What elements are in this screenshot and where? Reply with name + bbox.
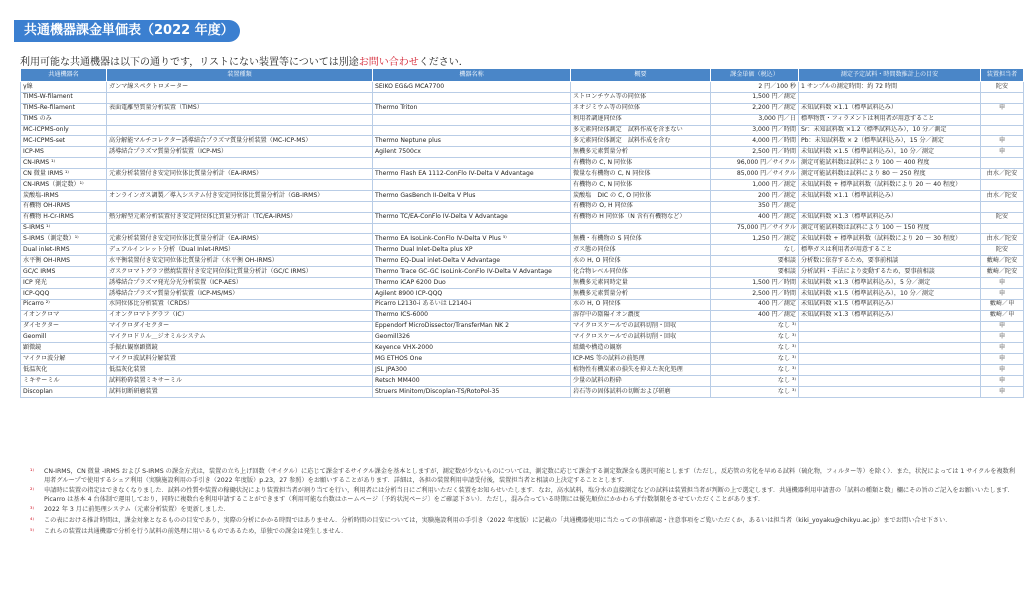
- column-header: 装置種類: [107, 69, 373, 82]
- table-cell: 4,000 円／時間: [711, 136, 799, 147]
- intro-suffix: ください．: [418, 57, 469, 68]
- table-cell: Keyence VHX-2000: [373, 343, 571, 354]
- table-cell: 350 円／測定: [711, 201, 799, 212]
- table-row: [21, 386, 1024, 397]
- column-header: 概要: [571, 69, 711, 82]
- table-cell: GC/C IRMS: [21, 267, 107, 278]
- table-cell: 1,000 円／測定: [711, 180, 799, 191]
- table-cell: [799, 365, 981, 376]
- table-cell: 組織や構造の観察: [571, 343, 711, 354]
- table-cell: 溶存中の陰陽イオン濃度: [571, 310, 711, 321]
- table-cell: 無機多元素質量分析: [571, 288, 711, 299]
- equipment-fee-table: [20, 68, 1024, 398]
- page-title: 共通機器課金単価表（2022 年度）: [14, 20, 240, 42]
- table-row: [21, 288, 1024, 299]
- table-cell: 表面電離型質量分析装置（TIMS）: [107, 103, 373, 114]
- table-cell: MC-ICPMS-only: [21, 125, 107, 136]
- table-row: [21, 212, 1024, 223]
- table-cell: 申: [981, 332, 1024, 343]
- column-header: 機器名称: [373, 69, 571, 82]
- table-row: [21, 332, 1024, 343]
- table-cell: 標準ガスは利用者が用意すること: [799, 245, 981, 256]
- table-cell: 元素分析装置付き安定同位体比質量分析計（EA-IRMS）: [107, 169, 373, 180]
- table-cell: 陀安: [981, 82, 1024, 93]
- column-header: 装置担当者: [981, 69, 1024, 82]
- table-cell: TIMS-Re-filament: [21, 103, 107, 114]
- table-cell: イオンクロマトグラフ（IC）: [107, 310, 373, 321]
- footnote-mark: ⁵⁾: [30, 527, 35, 535]
- table-cell: Thermo Trace GC-GC IsoLink-ConFlo IV-Delta V Advantage: [373, 267, 571, 278]
- table-cell: Geomill326: [373, 332, 571, 343]
- table-cell: [107, 201, 373, 212]
- table-cell: マイクロ波分解: [21, 354, 107, 365]
- table-cell: マイクロドリル＿ジオミルシステム: [107, 332, 373, 343]
- table-cell: ICP-MS 等の試料の前処理: [571, 354, 711, 365]
- table-cell: なし ³⁾: [711, 321, 799, 332]
- table-cell: Thermo Neptune plus: [373, 136, 571, 147]
- table-row: [21, 158, 1024, 169]
- table-cell: 標準物質・フィラメントは利用者が用意すること: [799, 114, 981, 125]
- table-cell: Picarro ²⁾: [21, 299, 107, 310]
- table-cell: 分析数に依存するため，要事前相談: [799, 256, 981, 267]
- table-cell: 誘導結合プラズマ発光分光分析装置（ICP-AES）: [107, 278, 373, 289]
- table-cell: 少量の試料の粉砕: [571, 376, 711, 387]
- footnote-text: これらの装置は共通機器で分析を行う試料の前処理に用いるものであるため，単独での課金は発生しません．: [44, 527, 348, 535]
- table-cell: [107, 180, 373, 191]
- table-cell: [981, 114, 1024, 125]
- table-cell: Thermo iCAP 6200 Duo: [373, 278, 571, 289]
- table-cell: ストロンチウム等の同位体: [571, 92, 711, 103]
- table-row: [21, 365, 1024, 376]
- table-cell: 2 円／100 秒: [711, 82, 799, 93]
- table-cell: 化合物レベル同位体: [571, 267, 711, 278]
- table-cell: Struers Minitom/Discoplan-TS/RotoPol-35: [373, 386, 571, 397]
- table-cell: 75,000 円／サイクル: [711, 223, 799, 234]
- table-cell: 有機物の C, N 同位体: [571, 158, 711, 169]
- table-cell: 1,500 円／測定: [711, 92, 799, 103]
- table-cell: [981, 92, 1024, 103]
- table-cell: 未知試料数 ×1.3（標準試料込み），5 分／測定: [799, 278, 981, 289]
- table-cell: 藪崎／申: [981, 299, 1024, 310]
- intro-text: [20, 53, 469, 68]
- table-cell: Thermo EA IsoLink-ConFlo IV-Delta V Plus ⁵⁾: [373, 234, 571, 245]
- footnote-text: この表における推計時間は，課金対象となるものの目安であり，実際の分析にかかる時間ではありません．分析時間の目安については，実験施設利用の手引き（2022 年度版）に記載の「共通機器使用に当たっての事前確認・注意事項をご覧いただくか，あるいは担当者（kiki_yoyaku@chikyu.ac.jp）までお問い合せ下さい．: [44, 516, 952, 524]
- table-cell: ミキサーミル: [21, 376, 107, 387]
- table-cell: 藪崎／陀安: [981, 267, 1024, 278]
- table-cell: ガスクロマトグラフ燃焼装置付き安定同位体比質量分析計（GC/C IRMS）: [107, 267, 373, 278]
- footnote-mark: ²⁾: [30, 487, 35, 495]
- table-cell: 2,200 円／測定: [711, 103, 799, 114]
- table-cell: 要相談: [711, 256, 799, 267]
- table-cell: TIMS-W-filament: [21, 92, 107, 103]
- table-cell: 水平衡装置付き安定同位体比質量分析計（水平衡 OH-IRMS）: [107, 256, 373, 267]
- table-cell: [373, 125, 571, 136]
- table-cell: 3,000 円／時間: [711, 125, 799, 136]
- table-cell: [799, 354, 981, 365]
- table-cell: [799, 321, 981, 332]
- table-cell: 由水／陀安: [981, 234, 1024, 245]
- table-cell: 高分解能マルチコレクター誘導結合プラズマ質量分析装置（MC-ICP-MS）: [107, 136, 373, 147]
- table-cell: 申: [981, 278, 1024, 289]
- table-cell: [799, 92, 981, 103]
- table-cell: 低温灰化: [21, 365, 107, 376]
- table-cell: なし ³⁾: [711, 332, 799, 343]
- table-cell: 試料粉砕装置ミキサーミル: [107, 376, 373, 387]
- table-cell: 微量な有機物の C, N 同位体: [571, 169, 711, 180]
- table-row: [21, 310, 1024, 321]
- table-cell: 由水／陀安: [981, 169, 1024, 180]
- table-cell: Eppendorf MicroDissector/TransferMan NK 2: [373, 321, 571, 332]
- table-cell: なし ³⁾: [711, 343, 799, 354]
- table-cell: [373, 201, 571, 212]
- table-cell: イオンクロマ: [21, 310, 107, 321]
- table-cell: 手振れ観察顕微鏡: [107, 343, 373, 354]
- intro-main: 利用可能な共通機器は以下の通りです，リストにない装置等については別途: [20, 57, 359, 68]
- table-cell: 陀安: [981, 212, 1024, 223]
- table-cell: Thermo EQ-Dual inlet-Delta V Advantage: [373, 256, 571, 267]
- table-cell: [799, 376, 981, 387]
- table-cell: 1 サンプルの測定時間：約 72 時間: [799, 82, 981, 93]
- table-cell: [107, 223, 373, 234]
- table-cell: Thermo TC/EA-ConFlo IV-Delta V Advantage: [373, 212, 571, 223]
- table-row: [21, 278, 1024, 289]
- contact-link[interactable]: お問い合わせ: [358, 57, 419, 68]
- table-cell: 無機多元素同時定量: [571, 278, 711, 289]
- table-cell: 未知試料数 ×1.5（標準試料込み）: [799, 299, 981, 310]
- table-cell: JSL JPA300: [373, 365, 571, 376]
- table-cell: なし ³⁾: [711, 354, 799, 365]
- table-row: [21, 201, 1024, 212]
- table-cell: 元素分析装置付き安定同位体比質量分析計（EA-IRMS）: [107, 234, 373, 245]
- table-cell: 藪崎／申: [981, 310, 1024, 321]
- table-cell: [107, 92, 373, 103]
- table-cell: 1,250 円／測定: [711, 234, 799, 245]
- table-cell: Thermo GasBench II-Delta V Plus: [373, 190, 571, 201]
- table-cell: 有機物の O, H 同位体: [571, 201, 711, 212]
- table-row: [21, 136, 1024, 147]
- table-cell: Thermo Flash EA 1112-ConFlo IV-Delta V Advantage: [373, 169, 571, 180]
- table-cell: 測定可能試料数は試料により 80 ～ 250 程度: [799, 169, 981, 180]
- table-cell: 未知試料数 + 標準試料数（試料数により 20 ～ 40 程度）: [799, 180, 981, 191]
- table-cell: 申: [981, 365, 1024, 376]
- table-cell: 申: [981, 103, 1024, 114]
- table-cell: マイクロスケールでの試料切削・回収: [571, 332, 711, 343]
- column-header: 測定予定試料・時間数推計上の目安: [799, 69, 981, 82]
- table-cell: 低温灰化装置: [107, 365, 373, 376]
- table-cell: 未知試料数 ×1.1（標準試料込み）: [799, 103, 981, 114]
- table-cell: 測定可能試料数は試料により 100 ～ 400 程度: [799, 158, 981, 169]
- table-cell: Discoplan: [21, 386, 107, 397]
- table-cell: 200 円／測定: [711, 190, 799, 201]
- footnote-text: CN-IRMS，CN 微量 -IRMS および S-IRMS の課金方式は，装置の立ち上げ回数（サイクル）に応じて課金するサイクル課金を基本としますが，測定数が少ないものについては，測定数に応じて課金する測定数課金も選択可能とします（ただし，反応管の劣化を早める試料（硫化物，フィルター等）を除く）．また，状況によっては 1 サイクルを複数利用者グループで使用するシェア利用（実験施設利用の手引き（2022 年度版）p.23，27 参照）をお願いすることがあります．詳細は，各担の装置利用申請受付後，装置担当者と相談の上決定することとします．: [44, 468, 1016, 484]
- footnote-mark: ⁴⁾: [30, 516, 35, 524]
- table-cell: Picarro L2130-i あるいは L2140-i: [373, 299, 571, 310]
- table-cell: [799, 386, 981, 397]
- table-row: [21, 343, 1024, 354]
- table-cell: 申: [981, 354, 1024, 365]
- table-cell: 測定可能試料数は試料により 100 ～ 150 程度: [799, 223, 981, 234]
- table-cell: 有機物 H-Cr-IRMS: [21, 212, 107, 223]
- table-cell: 3,000 円／日: [711, 114, 799, 125]
- table-cell: [373, 158, 571, 169]
- table-cell: 無機・有機物の S 同位体: [571, 234, 711, 245]
- table-row: [21, 103, 1024, 114]
- table-cell: MG ETHOS One: [373, 354, 571, 365]
- table-cell: デュアルインレット分析（Dual Inlet-IRMS）: [107, 245, 373, 256]
- table-cell: Retsch MM400: [373, 376, 571, 387]
- table-cell: Agilent 8900 ICP-QQQ: [373, 288, 571, 299]
- table-cell: Sr：未知試料数 ×1.2（標準試料込み），10 分／測定: [799, 125, 981, 136]
- table-cell: 熱分解型元素分析装置付き安定同位体比質量分析計（TC/EA-IRMS）: [107, 212, 373, 223]
- table-cell: 植物性有機炭素の損失を抑えた灰化処理: [571, 365, 711, 376]
- table-row: [21, 321, 1024, 332]
- table-cell: 申: [981, 288, 1024, 299]
- table-cell: 炭酸塩 DIC の C, O 同位体: [571, 190, 711, 201]
- table-cell: Geomill: [21, 332, 107, 343]
- table-cell: Dual inlet-IRMS: [21, 245, 107, 256]
- table-cell: [373, 180, 571, 191]
- table-cell: 未知試料数 ×1.3（標準試料込み）: [799, 310, 981, 321]
- table-header-row: [21, 69, 1024, 82]
- table-cell: 多元素同位体測定 試料作成を含む: [571, 136, 711, 147]
- table-cell: ガンマ線スペクトロメーター: [107, 82, 373, 93]
- table-cell: [373, 114, 571, 125]
- table-cell: [981, 180, 1024, 191]
- table-cell: 誘導結合プラズマ質量分析装置（ICP-MS/MS）: [107, 288, 373, 299]
- table-cell: ダイセクター: [21, 321, 107, 332]
- table-cell: ネオジミウム等の同位体: [571, 103, 711, 114]
- table-cell: 85,000 円／サイクル: [711, 169, 799, 180]
- table-cell: CN-IRMS ¹⁾: [21, 158, 107, 169]
- table-cell: [799, 332, 981, 343]
- table-cell: [373, 92, 571, 103]
- table-row: [21, 125, 1024, 136]
- table-cell: 400 円／測定: [711, 299, 799, 310]
- table-cell: 多元素同位体測定 試料作成を含まない: [571, 125, 711, 136]
- table-cell: 無機多元素質量分析: [571, 147, 711, 158]
- table-body: [21, 82, 1024, 398]
- table-cell: 有機物の C, N 同位体: [571, 180, 711, 191]
- table-cell: 利用者調達同位体: [571, 114, 711, 125]
- table-cell: 未知試料数 ×1.5（標準試料込み），10 分／測定: [799, 288, 981, 299]
- table-row: [21, 299, 1024, 310]
- table-cell: MC-ICPMS-set: [21, 136, 107, 147]
- table-cell: [981, 125, 1024, 136]
- table-cell: 申: [981, 321, 1024, 332]
- table-cell: S-IRMS（測定数）¹⁾: [21, 234, 107, 245]
- table-cell: マイクロスケールでの試料切削・回収: [571, 321, 711, 332]
- table-cell: 要相談: [711, 267, 799, 278]
- table-row: [21, 234, 1024, 245]
- table-cell: 岩石等の固体試料の切断および研磨: [571, 386, 711, 397]
- table-cell: 水の H, O 同位体: [571, 256, 711, 267]
- table-cell: CN-IRMS（測定数）¹⁾: [21, 180, 107, 191]
- table-cell: 申: [981, 343, 1024, 354]
- table-cell: 1,500 円／時間: [711, 278, 799, 289]
- table-cell: 申: [981, 376, 1024, 387]
- table-cell: [107, 125, 373, 136]
- table-cell: 水の H, O 同位体: [571, 299, 711, 310]
- table-cell: マイクロ波試料分解装置: [107, 354, 373, 365]
- table-cell: Agilent 7500cx: [373, 147, 571, 158]
- table-cell: オンラインガス調製／導入システム付き安定同位体比質量分析計（GB-IRMS）: [107, 190, 373, 201]
- table-cell: 未知試料数 ×1.1（標準試料込み）: [799, 190, 981, 201]
- table-cell: 2,500 円／時間: [711, 147, 799, 158]
- table-cell: TIMS のみ: [21, 114, 107, 125]
- table-row: [21, 180, 1024, 191]
- table-cell: 400 円／測定: [711, 310, 799, 321]
- table-cell: 分析試料・手法により変動するため，要事前相談: [799, 267, 981, 278]
- table-cell: 有機物 OH-IRMS: [21, 201, 107, 212]
- footnote: [30, 528, 1020, 537]
- footnote-text: 申請時に装置の指定はできなくなりました．試料の性質や装置の稼働状況により装置担当者が割り当てを行い，利用者には分析当日にご利用いただく装置をお知らせいたします．なお，高水試料，塩分水の直接測定などの試料は装置担当者が判断の上で選定します．共通機器利用申請書の「試料の種類と数」欄にその旨のご記入をお願いいたします．Picarro は基本 4 台体制で運用しており，同時に複数台を利用申請することができます（利用可能な台数はホームページ〔予約状況ページ〕をご確認下さい）．ただし，混み合っている時期には優先順位にかかわらず台数制限をさせていただくことがあります．: [44, 487, 1014, 503]
- table-row: [21, 376, 1024, 387]
- table-cell: 顕微鏡: [21, 343, 107, 354]
- footnote-mark: ³⁾: [30, 506, 35, 514]
- table-cell: S-IRMS ¹⁾: [21, 223, 107, 234]
- table-cell: [799, 201, 981, 212]
- footnote-text: 2022 年 3 月に前処理システム（元素分析装置）を更新しました．: [44, 506, 230, 514]
- table-cell: マイクロダイセクター: [107, 321, 373, 332]
- table-cell: Thermo Dual Inlet-Delta plus XP: [373, 245, 571, 256]
- table-row: [21, 169, 1024, 180]
- table-cell: [981, 223, 1024, 234]
- table-cell: 陀安: [981, 245, 1024, 256]
- table-row: [21, 92, 1024, 103]
- table-cell: ICP-MS: [21, 147, 107, 158]
- table-cell: [571, 223, 711, 234]
- table-cell: 未知試料数 ×1.3（標準試料込み）: [799, 212, 981, 223]
- table-cell: [373, 223, 571, 234]
- table-cell: 藪崎／陀安: [981, 256, 1024, 267]
- table-cell: [107, 114, 373, 125]
- column-header: 課金単価（税込）: [711, 69, 799, 82]
- table-cell: なし ³⁾: [711, 386, 799, 397]
- table-cell: [571, 82, 711, 93]
- table-cell: [981, 158, 1024, 169]
- table-row: [21, 114, 1024, 125]
- footnote: [30, 468, 1020, 485]
- table-cell: ICP 発光: [21, 278, 107, 289]
- table-cell: なし ³⁾: [711, 365, 799, 376]
- table-cell: 水同位体比分析装置（CRDS）: [107, 299, 373, 310]
- table-cell: 未知試料数 ×1.5（標準試料込み），10 分／測定: [799, 147, 981, 158]
- table-row: [21, 223, 1024, 234]
- table-cell: 由水／陀安: [981, 190, 1024, 201]
- table-cell: 400 円／測定: [711, 212, 799, 223]
- column-header: 共通機器名: [21, 69, 107, 82]
- table-cell: 有機物の H 同位体（N 含有有機物など）: [571, 212, 711, 223]
- table-cell: なし: [711, 245, 799, 256]
- table-row: [21, 267, 1024, 278]
- table-row: [21, 190, 1024, 201]
- table-cell: Thermo ICS-6000: [373, 310, 571, 321]
- table-row: [21, 256, 1024, 267]
- table-cell: 水平衡 OH-IRMS: [21, 256, 107, 267]
- table-cell: 炭酸塩-IRMS: [21, 190, 107, 201]
- table-cell: 試料切断研磨装置: [107, 386, 373, 397]
- table-cell: 誘導結合プラズマ質量分析装置（ICP-MS）: [107, 147, 373, 158]
- table-cell: ガス態の同位体: [571, 245, 711, 256]
- footnotes: [30, 468, 1020, 538]
- table-cell: 申: [981, 136, 1024, 147]
- table-cell: 2,500 円／時間: [711, 288, 799, 299]
- table-cell: [981, 201, 1024, 212]
- footnote: [30, 487, 1020, 504]
- table-cell: γ線: [21, 82, 107, 93]
- table-row: [21, 354, 1024, 365]
- table-cell: Thermo Triton: [373, 103, 571, 114]
- footnote: [30, 517, 1020, 526]
- table-cell: CN 微量 IRMS ¹⁾: [21, 169, 107, 180]
- footnote-mark: ¹⁾: [30, 468, 35, 475]
- table-cell: 申: [981, 147, 1024, 158]
- table-cell: ICP-QQQ: [21, 288, 107, 299]
- table-cell: 申: [981, 386, 1024, 397]
- table-cell: Pb：未知試料数 × 2（標準試料込み），15 分／測定: [799, 136, 981, 147]
- table-cell: [107, 158, 373, 169]
- table-cell: [799, 343, 981, 354]
- table-row: [21, 82, 1024, 93]
- table-cell: SEIKO EG&G MCA7700: [373, 82, 571, 93]
- table-cell: 96,000 円／サイクル: [711, 158, 799, 169]
- table-row: [21, 245, 1024, 256]
- table-cell: 未知試料数 + 標準試料数（試料数により 20 ～ 30 程度）: [799, 234, 981, 245]
- table-row: [21, 147, 1024, 158]
- table-cell: なし ³⁾: [711, 376, 799, 387]
- footnote: [30, 506, 1020, 515]
